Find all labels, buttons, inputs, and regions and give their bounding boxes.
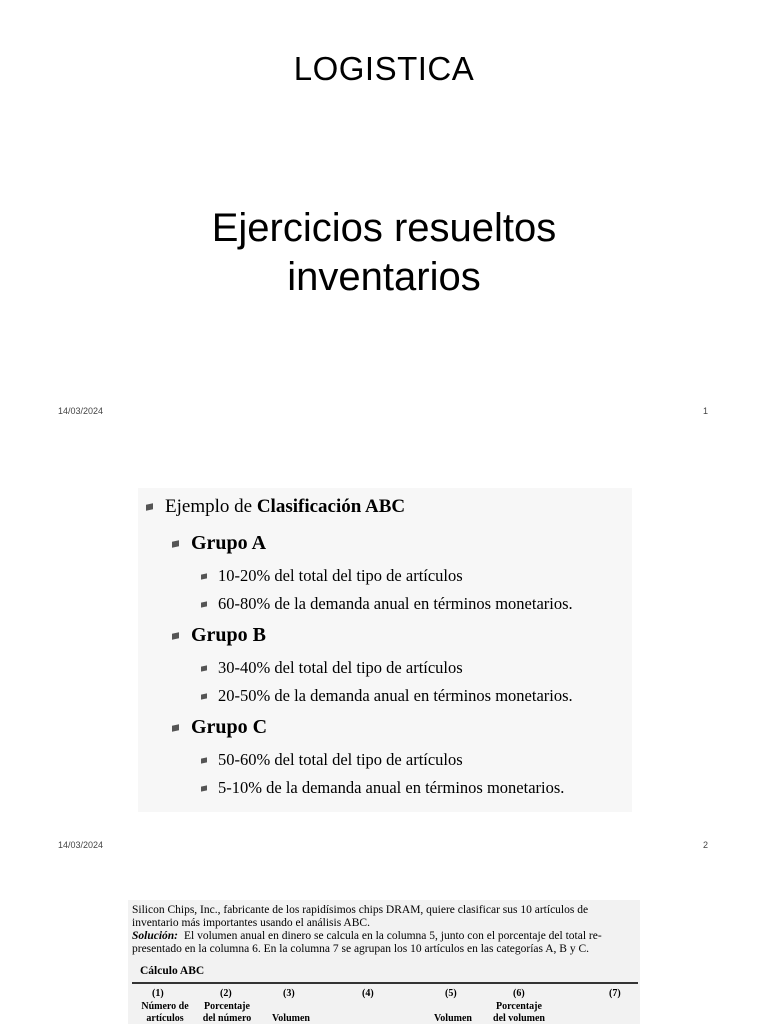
list-item <box>201 750 463 770</box>
slide-date: 14/03/2024 <box>58 840 104 850</box>
solution-label: Solución: <box>132 930 179 942</box>
bullet-icon <box>146 503 153 510</box>
list-item <box>201 686 573 706</box>
bullet-icon <box>201 573 207 579</box>
column-number: (2) <box>220 988 232 999</box>
bullet-icon <box>201 601 207 607</box>
column-number: (6) <box>513 988 525 999</box>
bullet-icon <box>201 665 207 671</box>
column-number: (4) <box>362 988 374 999</box>
abc-intro-prefix: Ejemplo de <box>165 496 253 517</box>
group-c-heading <box>172 716 267 739</box>
column-number: (1) <box>152 988 164 999</box>
list-item-text: 10-20% del total del tipo de artículos <box>218 566 463 585</box>
slide-subtitle <box>0 204 768 302</box>
list-item <box>201 566 463 586</box>
table-rule <box>132 982 638 984</box>
abc-intro-bold: Clasificación ABC <box>256 496 406 517</box>
bullet-icon <box>201 785 207 791</box>
solution-statement <box>132 930 640 956</box>
slide-3 <box>0 868 768 1024</box>
column-header-line: Porcentaje <box>204 1001 250 1012</box>
bullet-icon <box>172 632 179 639</box>
column-header-line: Número de <box>141 1001 189 1012</box>
list-item <box>201 778 564 798</box>
slide-2 <box>0 434 768 868</box>
slide-page-number: 1 <box>702 406 708 416</box>
column-header-line: Porcentaje <box>496 1001 542 1012</box>
slide-1 <box>0 0 768 434</box>
solution-line-2: presentado en la columna 6. En la columna 7 se agrupan los 10 artículos en las categorías A, B y C. <box>132 943 590 955</box>
problem-statement <box>132 904 640 930</box>
abc-intro <box>146 496 405 518</box>
column-header-line: del volumen <box>493 1013 545 1024</box>
bullet-icon <box>172 540 179 547</box>
column-header-line: artículos <box>146 1013 184 1024</box>
solution-line-1: El volumen anual en dinero se calcula en la columna 5, junto con el porcentaje del total re- <box>184 930 602 942</box>
problem-line-1: Silicon Chips, Inc., fabricante de los rapidísimos chips DRAM, quiere clasificar sus 10 artículos de <box>132 904 589 916</box>
slide-title: LOGISTICA <box>293 50 475 87</box>
subtitle-line-1: Ejercicios resueltos <box>211 206 557 250</box>
bullet-icon <box>201 693 207 699</box>
group-name: Grupo C <box>191 716 268 738</box>
bullet-icon <box>172 724 179 731</box>
abc-classification-panel <box>138 488 632 812</box>
slide-page-number: 2 <box>702 840 708 850</box>
abc-calculation-panel <box>128 900 640 1024</box>
list-item-text: 50-60% del total del tipo de artículos <box>218 750 463 769</box>
bullet-icon <box>201 757 207 763</box>
group-b-heading <box>172 624 266 647</box>
list-item-text: 60-80% de la demanda anual en términos monetarios. <box>218 594 573 613</box>
column-number: (3) <box>283 988 295 999</box>
group-name: Grupo B <box>191 624 267 646</box>
column-header <box>484 1001 554 1024</box>
subtitle-line-2: inventarios <box>287 255 481 299</box>
column-header: Volumen <box>434 1013 472 1024</box>
group-name: Grupo A <box>191 532 267 554</box>
list-item-text: 30-40% del total del tipo de artículos <box>218 658 463 677</box>
column-header <box>136 1001 194 1024</box>
column-header <box>196 1001 258 1024</box>
group-a-heading <box>172 532 266 555</box>
column-number: (5) <box>445 988 457 999</box>
column-header-line: del número <box>202 1013 252 1024</box>
problem-line-2: inventario más importantes usando el análisis ABC. <box>132 917 370 929</box>
column-header: Volumen <box>272 1013 310 1024</box>
list-item-text: 20-50% de la demanda anual en términos monetarios. <box>218 686 573 705</box>
slide-date: 14/03/2024 <box>58 406 104 416</box>
table-title: Cálculo ABC <box>140 965 205 977</box>
list-item <box>201 594 573 614</box>
column-number: (7) <box>609 988 621 999</box>
list-item <box>201 658 463 678</box>
list-item-text: 5-10% de la demanda anual en términos monetarios. <box>218 778 565 797</box>
